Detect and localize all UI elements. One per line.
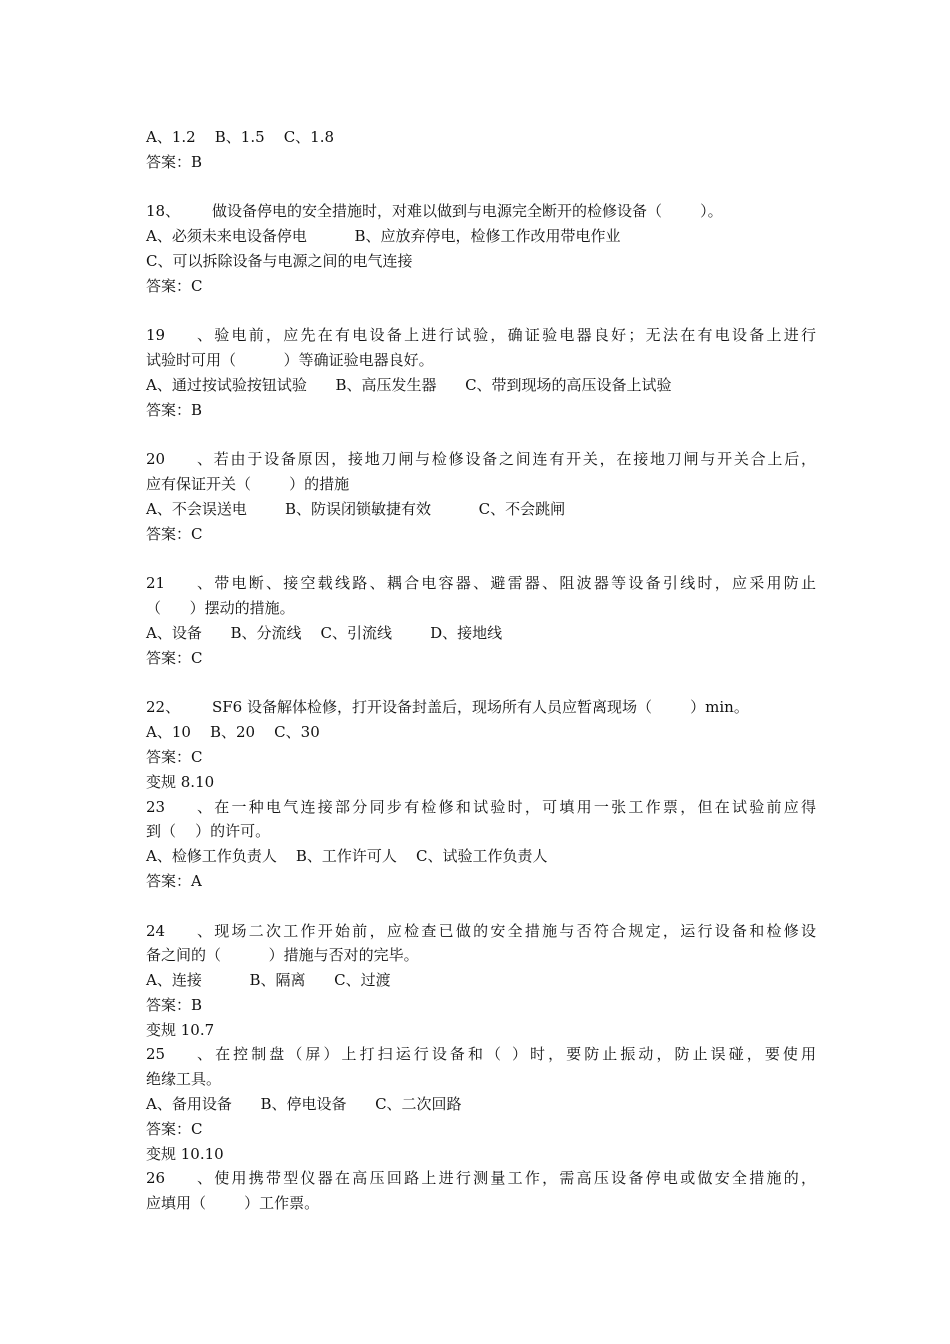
text-line (146, 150, 816, 175)
question-line (146, 795, 816, 820)
text-line (146, 943, 816, 968)
line-text: 答案：C (146, 276, 203, 295)
line-text: A、连接 B、隔离 C、过渡 (146, 971, 391, 990)
text-line (146, 869, 816, 894)
line-text: 备之间的（ ）措施与否对的完毕。 (146, 946, 419, 965)
text-line (146, 1018, 816, 1043)
line-text: 答案：C (146, 1119, 203, 1138)
line-text: A、备用设备 B、停电设备 C、二次回路 (146, 1095, 462, 1114)
text-line (146, 497, 816, 522)
text-line (146, 745, 816, 770)
line-text: 答案：B (146, 400, 203, 419)
text-line (146, 522, 816, 547)
text-line (146, 596, 816, 621)
blank-line (146, 547, 816, 572)
line-text: 变规 10.7 (146, 1020, 215, 1039)
line-text: SF6 设备解体检修，打开设备封盖后，现场所有人员应暂离现场（ ）min。 (212, 698, 749, 717)
text-line (146, 819, 816, 844)
text-line (146, 224, 816, 249)
blank-line (146, 671, 816, 696)
text-line (146, 720, 816, 745)
text-line (146, 1117, 816, 1142)
question-line (146, 323, 816, 348)
question-line (146, 1042, 816, 1067)
line-text: 变规 8.10 (146, 772, 215, 791)
question-number: 19、 (146, 326, 212, 345)
line-text: 应填用（ ）工作票。 (146, 1194, 320, 1213)
question-line (146, 1166, 816, 1191)
text-line (146, 274, 816, 299)
question-number: 26、 (146, 1169, 212, 1188)
question-number: 25、 (146, 1045, 212, 1064)
text-line (146, 621, 816, 646)
blank-line (146, 423, 816, 448)
line-text: 在一种电气连接部分同步有检修和试验时，可填用一张工作票，但在试验前应得 (212, 797, 816, 816)
question-line (146, 571, 816, 596)
line-text: 答案：B (146, 995, 203, 1014)
line-text: 答案：C (146, 747, 203, 766)
blank-line (146, 894, 816, 919)
text-line (146, 646, 816, 671)
text-line (146, 1142, 816, 1167)
line-text: 若由于设备原因，接地刀闸与检修设备之间连有开关，在接地刀闸与开关合上后， (212, 450, 816, 469)
line-text: A、1.2 B、1.5 C、1.8 (146, 128, 335, 146)
line-text: 验电前，应先在有电设备上进行试验，确证验电器良好；无法在有电设备上进行 (212, 326, 816, 345)
line-text: A、10 B、20 C、30 (146, 723, 320, 742)
text-line (146, 993, 816, 1018)
text-line (146, 844, 816, 869)
document-page (146, 125, 816, 1216)
line-text: 答案：C (146, 524, 203, 543)
text-line (146, 1191, 816, 1216)
question-line (146, 447, 816, 472)
text-line (146, 373, 816, 398)
line-text: 变规 10.10 (146, 1144, 224, 1163)
text-line (146, 348, 816, 373)
text-line (146, 770, 816, 795)
line-text: 试验时可用（ ）等确证验电器良好。 (146, 351, 434, 370)
question-number: 23、 (146, 797, 212, 816)
line-text: 使用携带型仪器在高压回路上进行测量工作，需高压设备停电或做安全措施的， (212, 1169, 816, 1188)
line-text: 做设备停电的安全措施时，对难以做到与电源完全断开的检修设备（ ）。 (212, 202, 723, 221)
line-text: 答案：A (146, 871, 202, 890)
line-text: 到（ ）的许可。 (146, 822, 271, 841)
question-number: 21、 (146, 574, 212, 593)
blank-line (146, 299, 816, 324)
line-text: 带电断、接空载线路、耦合电容器、避雷器、阻波器等设备引线时，应采用防止 (212, 574, 816, 593)
line-text: 绝缘工具。 (146, 1070, 222, 1089)
question-number: 18、 (146, 202, 181, 221)
question-number: 24、 (146, 921, 212, 940)
question-number: 22、 (146, 698, 181, 717)
text-line (146, 125, 816, 150)
text-line (146, 1092, 816, 1117)
text-line (146, 1067, 816, 1092)
text-line (146, 398, 816, 423)
line-text: 答案：B (146, 152, 203, 171)
line-text: C、可以拆除设备与电源之间的电气连接 (146, 251, 413, 270)
question-number: 20、 (146, 450, 212, 469)
text-line (146, 249, 816, 274)
line-text: 答案：C (146, 648, 203, 667)
line-text: A、设备 B、分流线 C、引流线 D、接地线 (146, 623, 503, 642)
text-line (146, 968, 816, 993)
line-text: 现场二次工作开始前，应检查已做的安全措施与否符合规定，运行设备和检修设 (212, 921, 816, 940)
line-text: A、必须未来电设备停电 B、应放弃停电，检修工作改用带电作业 (146, 227, 621, 246)
line-text: A、通过按试验按钮试验 B、高压发生器 C、带到现场的高压设备上试验 (146, 375, 672, 394)
blank-line (146, 175, 816, 200)
line-text: A、不会误送电 B、防误闭锁敏捷有效 C、不会跳闸 (146, 499, 566, 518)
text-line (146, 472, 816, 497)
question-line (146, 695, 816, 720)
question-line (146, 199, 816, 224)
line-text: 应有保证开关（ ）的措施 (146, 475, 350, 494)
line-text: 在控制盘（屏）上打扫运行设备和（ ）时，要防止振动，防止误碰，要使用 (212, 1045, 816, 1064)
line-text: A、检修工作负责人 B、工作许可人 C、试验工作负责人 (146, 847, 548, 866)
question-line (146, 919, 816, 944)
line-text: （ ）摆动的措施。 (146, 599, 295, 618)
